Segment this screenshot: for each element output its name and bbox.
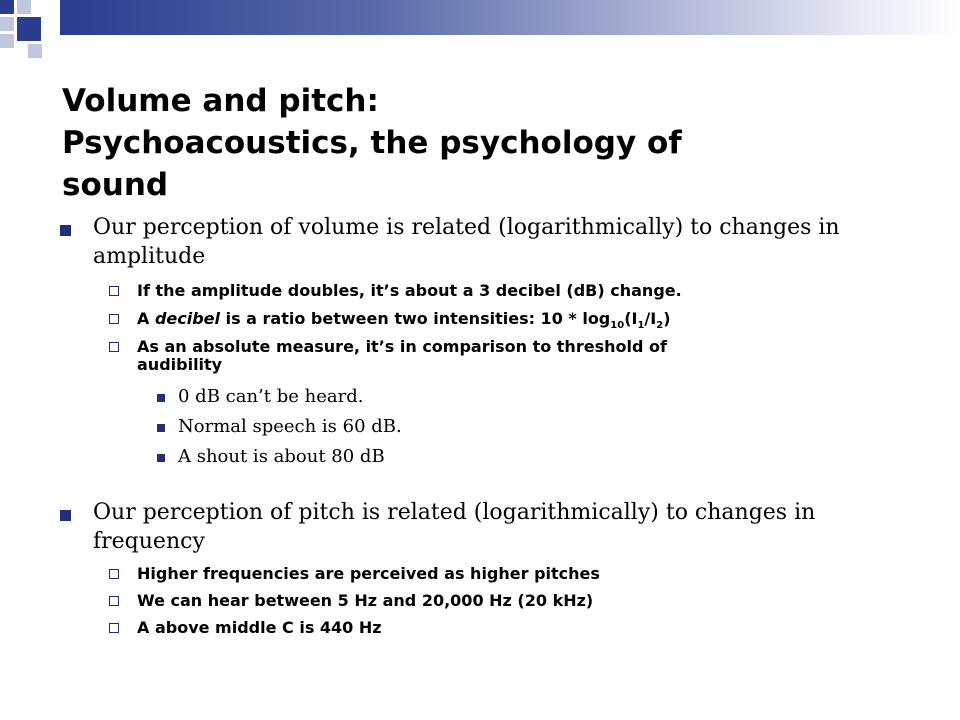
- bullet-pitch: [60, 498, 860, 556]
- top-gradient-bar: [60, 0, 960, 35]
- sub-bullet-italic: decibel: [154, 309, 221, 328]
- sub-bullet-text: If the amplitude doubles, it’s about a 3 decibel (dB) change.: [137, 281, 682, 300]
- sub-bullet-text: We can hear between 5 Hz and 20,000 Hz (20 kHz): [137, 591, 594, 610]
- bullet-text: Our perception of pitch is related (logarithmically) to changes in: [93, 500, 816, 525]
- sub-sub-bullet: 0 dB can’t be heard.: [157, 386, 860, 408]
- checkbox-bullet-icon: [109, 286, 119, 296]
- slide-title: [62, 80, 922, 206]
- subscript: 2: [656, 320, 664, 332]
- sub-bullet: [104, 309, 860, 332]
- subscript: 10: [610, 320, 625, 332]
- sub-bullet-text: A above middle C is 440 Hz: [137, 618, 382, 637]
- checkbox-bullet-icon: [109, 569, 119, 579]
- sub-bullet-text: audibility: [137, 355, 223, 374]
- sub-bullet: [104, 338, 860, 374]
- title-line: Psychoacoustics, the psychology of: [62, 125, 682, 161]
- sub-bullet-text: /I: [644, 309, 657, 328]
- sub-bullet-text: ): [663, 309, 671, 328]
- bullet-text: Our perception of volume is related (logarithmically) to changes in: [93, 215, 840, 240]
- title-line: sound: [62, 167, 169, 203]
- sub-bullet: [104, 282, 860, 300]
- decor-square: [0, 17, 14, 31]
- bullet-text: amplitude: [93, 244, 206, 269]
- sub-bullet-text: is a ratio between two intensities: 10 * log: [220, 309, 611, 328]
- decor-square: [17, 17, 41, 41]
- bullet-text: frequency: [93, 529, 205, 554]
- decor-square: [17, 0, 31, 14]
- bullet-volume: [60, 213, 860, 271]
- title-line: Volume and pitch:: [62, 83, 379, 119]
- checkbox-bullet-icon: [109, 342, 119, 352]
- decor-square: [0, 0, 14, 14]
- sub-sub-bullet: Normal speech is 60 dB.: [157, 416, 860, 438]
- decor-square: [0, 34, 14, 48]
- checkbox-bullet-icon: [109, 596, 119, 606]
- slide-body: [60, 213, 860, 637]
- sub-bullet-text: Higher frequencies are perceived as higher pitches: [137, 564, 600, 583]
- sub-bullet-text: A: [137, 309, 155, 328]
- checkbox-bullet-icon: [109, 623, 119, 633]
- sub-bullet: [104, 592, 860, 610]
- subscript: 1: [637, 320, 645, 332]
- sub-bullet: [104, 565, 860, 583]
- sub-bullet-text: As an absolute measure, it’s in comparison to threshold of: [137, 337, 667, 356]
- sub-sub-bullet: A shout is about 80 dB: [157, 446, 860, 468]
- sub-bullet: [104, 619, 860, 637]
- checkbox-bullet-icon: [109, 314, 119, 324]
- decor-square: [28, 44, 42, 58]
- sub-bullet-text: (I: [624, 309, 638, 328]
